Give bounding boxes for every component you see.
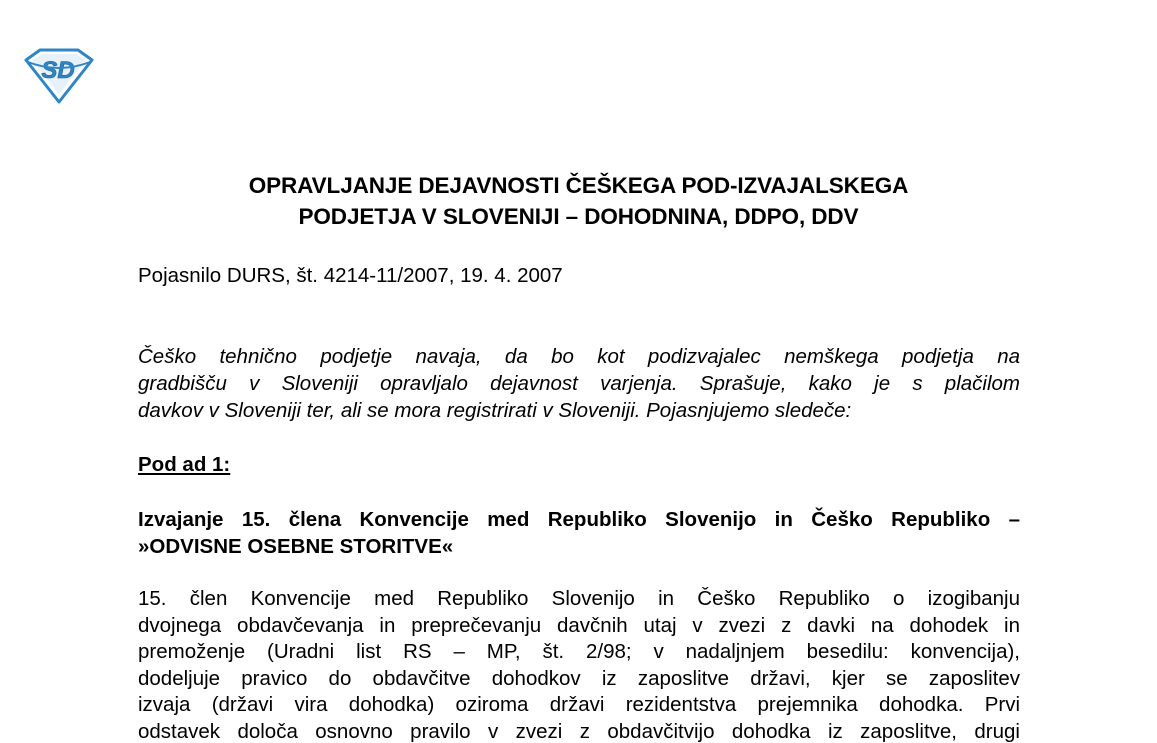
body-line: odstavek določa osnovno pravilo v zvezi z obdavčitvijo dohodka iz zaposlitve, drugi xyxy=(138,719,1020,743)
section-heading-line: »ODVISNE OSEBNE STORITVE« xyxy=(138,535,454,558)
section-heading xyxy=(138,506,1020,560)
body-line: premoženje (Uradni list RS – MP, št. 2/98; v nadaljnjem besedilu: konvencija), xyxy=(138,640,1020,663)
intro-line: Češko tehnično podjetje navaja, da bo kot podizvajalec nemškega podjetja na xyxy=(138,345,1020,368)
intro-line: davkov v Sloveniji ter, ali se mora registrirati v Sloveniji. Pojasnjujemo sledeče: xyxy=(138,399,852,422)
title-line-2: PODJETJA V SLOVENIJI – DOHODNINA, DDPO, DDV xyxy=(298,204,859,229)
intro-line: gradbišču v Sloveniji opravljalo dejavnost varjenja. Sprašuje, kako je s plačilom xyxy=(138,372,1020,395)
body-line: dvojnega obdavčevanja in preprečevanju davčnih utaj v zvezi z davki na dohodek in xyxy=(138,613,1020,637)
section-heading-line: Izvajanje 15. člena Konvencije med Republiko Slovenijo in Češko Republiko – xyxy=(138,508,1020,531)
title-line-1: OPRAVLJANJE DEJAVNOSTI ČEŠKEGA POD-IZVAJALSKEGA xyxy=(248,173,909,198)
body-line: izvaja (državi vira dohodka) oziroma državi rezidentstva prejemnika dohodka. Prvi xyxy=(138,693,1020,716)
document-reference: Pojasnilo DURS, št. 4214-11/2007, 19. 4. 2007 xyxy=(138,264,563,287)
body-paragraph xyxy=(138,586,1020,743)
document-title xyxy=(0,170,1157,232)
company-logo-icon xyxy=(22,48,96,104)
intro-paragraph xyxy=(138,343,1020,424)
section-label: Pod ad 1: xyxy=(138,453,231,476)
body-line: dodeljuje pravico do obdavčitve dohodkov iz zaposlitve državi, kjer se zaposlitev xyxy=(138,666,1020,690)
logo-text: SD xyxy=(41,57,75,84)
body-line: 15. člen Konvencije med Republiko Slovenijo in Češko Republiko o izogibanju xyxy=(138,587,1020,610)
